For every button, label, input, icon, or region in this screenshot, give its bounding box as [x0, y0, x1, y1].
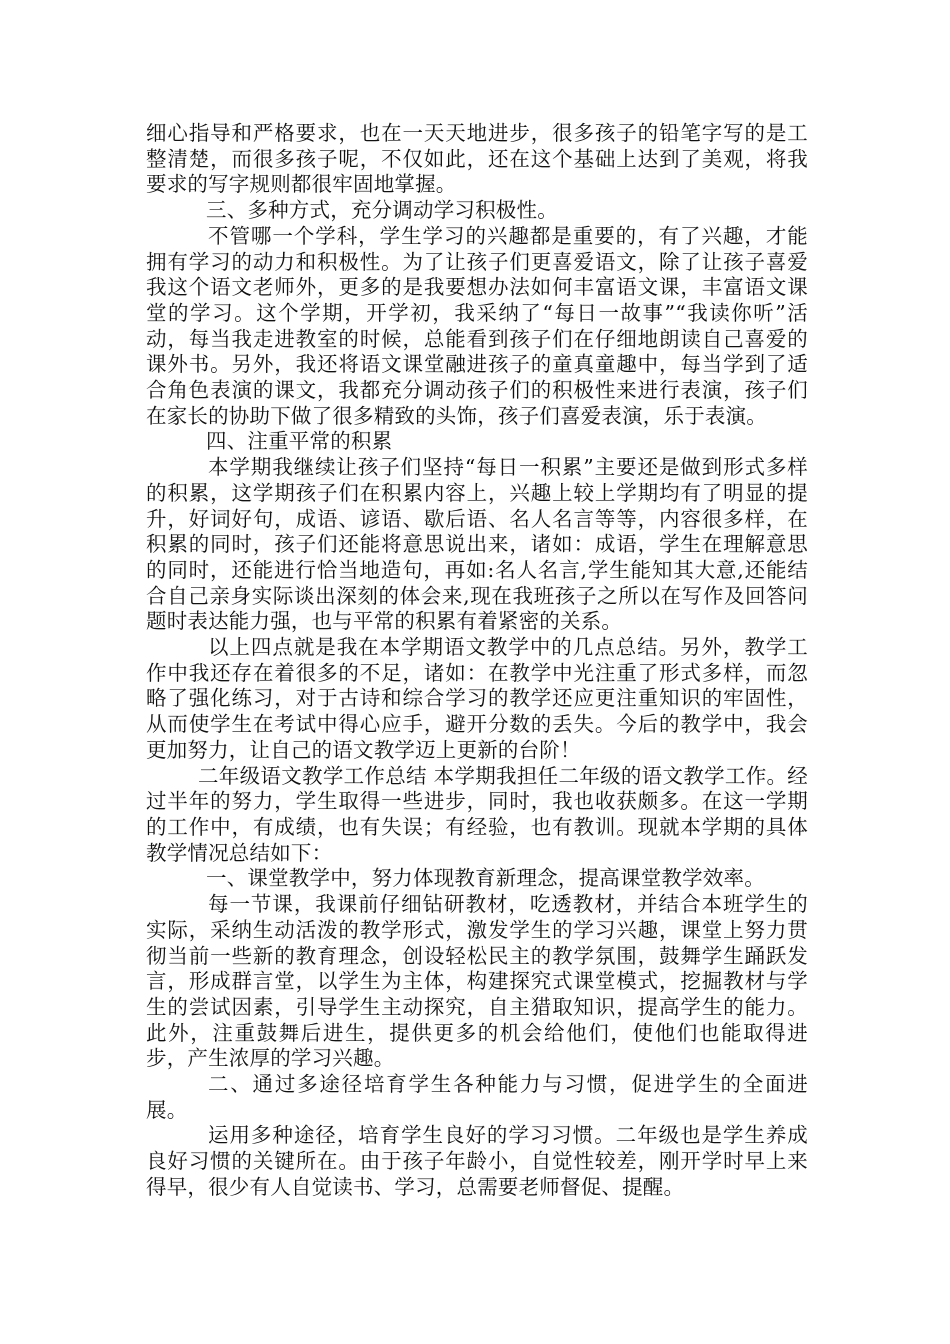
body-paragraph: 运用多种途径，培育学生良好的学习习惯。二年级也是学生养成良好习惯的关键所在。由于孩子年龄小，自觉性较差，刚开学时早上来得早，很少有人自觉读书、学习，总需要老师督促、提醒。 [146, 1123, 808, 1199]
body-paragraph: 二年级语文教学工作总结 本学期我担任二年级的语文教学工作。经过半年的努力，学生取得一些进步，同时，我也收获颇多。在这一学期的工作中，有成绩，也有失误；有经验，也有教训。现就本学期的具体教学情况总结如下： [146, 763, 808, 865]
section-heading: 三、多种方式，充分调动学习积极性。 [206, 198, 558, 223]
section-heading: 四、注重平常的积累 [206, 429, 393, 454]
body-paragraph: 每一节课，我课前仔细钻研教材，吃透教材，并结合本班学生的实际，采纳生动活泼的教学形式，激发学生的学习兴趣，课堂上努力贯彻当前一些新的教育理念，创设轻松民主的教学氛围，鼓舞学生踊跃发言，形成群言堂，以学生为主体，构建探究式课堂模式，挖掘教材与学生的尝试因素，引导学生主动探究，自主猎取知识，提高学生的能力。此外，注重鼓舞后进生，提供更多的机会给他们，使他们也能取得进步，产生浓厚的学习兴趣。 [146, 892, 808, 1071]
body-paragraph: 以上四点就是我在本学期语文教学中的几点总结。另外，教学工作中我还存在着很多的不足，诸如：在教学中光注重了形式多样，而忽略了强化练习，对于古诗和综合学习的教学还应更注重知识的牢固性，从而使学生在考试中得心应手，避开分数的丢失。今后的教学中，我会更加努力，让自己的语文教学迈上更新的台阶！ [146, 635, 808, 762]
section-heading: 二、通过多途径培育学生各种能力与习惯，促进学生的全面进展。 [146, 1072, 808, 1122]
body-paragraph: 不管哪一个学科，学生学习的兴趣都是重要的，有了兴趣，才能拥有学习的动力和积极性。为了让孩子们更喜爱语文，除了让孩子喜爱我这个语文老师外，更多的是我要想办法如何丰富语文课，丰富语文课堂的学习。这个学期，开学初，我采纳了“每日一故事”“我读你听”活动，每当我走进教室的时候，总能看到孩子们在仔细地朗读自己喜爱的课外书。另外，我还将语文课堂融进孩子的童真童趣中，每当学到了适合角色表演的课文，我都充分调动孩子们的积极性来进行表演，孩子们在家长的协助下做了很多精致的头饰，孩子们喜爱表演，乐于表演。 [146, 223, 808, 428]
body-paragraph: 本学期我继续让孩子们坚持“每日一积累”主要还是做到形式多样的积累，这学期孩子们在积累内容上，兴趣上较上学期均有了明显的提升，好词好句，成语、谚语、歇后语、名人名言等等，内容很多样，在积累的同时，孩子们还能将意思说出来，诸如：成语，学生在理解意思的同时，还能进行恰当地造句，再如:名人名言,学生能知其大意,还能结合自己亲身实际谈出深刻的体会来,现在我班孩子之所以在写作及回答问题时表达能力强，也与平常的积累有着紧密的关系。 [146, 455, 808, 634]
body-paragraph: 细心指导和严格要求，也在一天天地进步，很多孩子的铅笔字写的是工整清楚，而很多孩子呢，不仅如此，还在这个基础上达到了美观，将我要求的写字规则都很牢固地掌握。 [146, 121, 808, 197]
section-heading: 一、课堂教学中，努力体现教育新理念，提高课堂教学效率。 [206, 866, 765, 891]
document-body [146, 121, 808, 1201]
